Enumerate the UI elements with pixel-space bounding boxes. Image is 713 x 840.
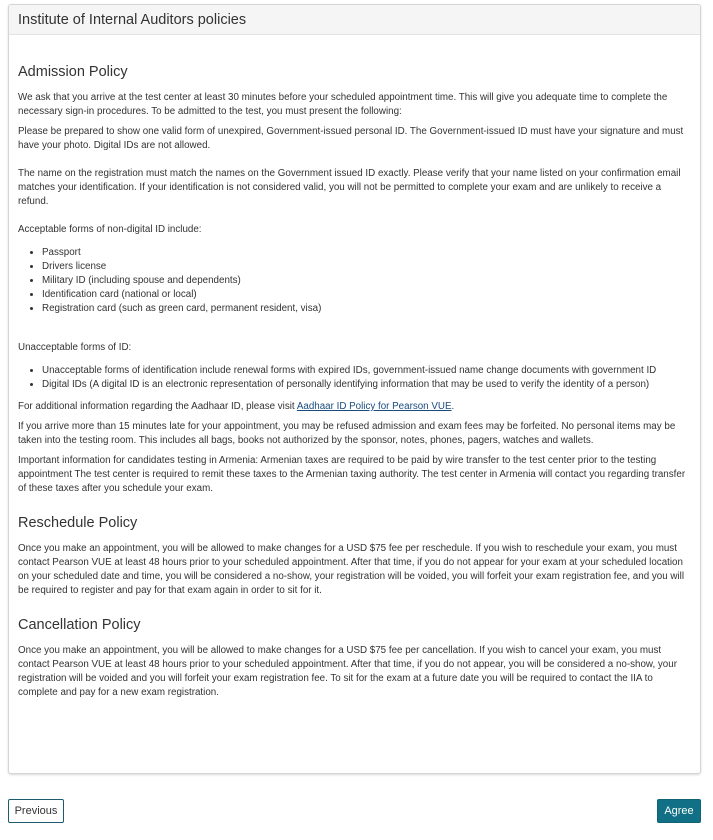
reschedule-text: Once you make an appointment, you will be allowed to make changes for a USD $75 fee per reschedule. If you wish to reschedule your exam, you must contact Pearson VUE at least 48 hours prior to your scheduled appointment. After that time, if you do not appear for your exam at your scheduled location on your scheduled date and time, you will be considered a no-show, your registration will be voided, you will forfeit your exam registration fee, and you will be required to register and pay for that exam again in order to sit for it. <box>18 543 684 596</box>
cancellation-text: Once you make an appointment, you will be allowed to make changes for a USD $75 fee per cancellation. If you wish to cancel your exam, you must contact Pearson VUE at least 48 hours prior to your scheduled appointment. After that time, if you do not appear, you will be considered a no-show, your registration will be voided and you will forfeit your exam registration fee. To sit for the exam at a future date you will be required to contact the IIA to complete and pay for a new exam registration. <box>18 645 677 698</box>
aadhaar-paragraph <box>18 400 691 414</box>
unacceptable-label: Unacceptable forms of ID: <box>18 342 132 353</box>
policies-panel <box>8 4 701 774</box>
admission-heading: Admission Policy <box>18 64 128 80</box>
cancellation-heading: Cancellation Policy <box>18 617 141 633</box>
reschedule-heading: Reschedule Policy <box>18 515 138 531</box>
unacceptable-list <box>18 364 691 392</box>
agree-button[interactable]: Agree <box>657 799 701 823</box>
aadhaar-text: For additional information regarding the Aadhaar ID, please visit <box>18 401 297 412</box>
armenia-text: Important information for candidates testing in Armenia: Armenian taxes are required to be paid by wire transfer to the test center prior to the testing appointment The test center is required to remit these taxes to the Armenian taxing authority. The test center in Armenia will contact you regarding transfer of these taxes after you schedule your exam. <box>18 455 686 494</box>
id-requirement: Please be prepared to show one valid form of unexpired, Government-issued personal ID. The Government-issued ID must have your signature and must have your photo. Digital IDs are not allowed. <box>18 126 684 151</box>
panel-title: Institute of Internal Auditors policies <box>9 5 700 35</box>
list-item: • Registration card (such as green card, permanent resident, visa) <box>42 302 691 316</box>
late-arrival-text: If you arrive more than 15 minutes late for your appointment, you may be refused admission and exam fees may be forfeited. No personal items may be taken into the testing room. This includes all bags, books not authorized by the sponsor, notes, phones, pagers, watches and wallets. <box>18 421 676 446</box>
list-item: • Identification card (national or local) <box>42 288 691 302</box>
acceptable-label: Acceptable forms of non-digital ID include: <box>18 224 202 235</box>
list-item: • Digital IDs (A digital ID is an electronic representation of personally identifying information that may be used to verify the identity of a person) <box>42 378 691 392</box>
aadhaar-policy-link[interactable]: Aadhaar ID Policy for Pearson VUE <box>296 401 452 412</box>
list-item: • Drivers license <box>42 260 691 274</box>
name-match: The name on the registration must match the names on the Government issued ID exactly. Please verify that your name listed on your confirmation email matches your identification. If your identification is not considered valid, you will not be permitted to complete your exam and are unlikely to receive a refund. <box>18 168 681 207</box>
list-item: • Unacceptable forms of identification include renewal forms with expired IDs, government-issued name change documents with government ID <box>42 364 691 378</box>
acceptable-list <box>18 246 691 316</box>
admission-intro: We ask that you arrive at the test center at least 30 minutes before your scheduled appointment time. This will give you adequate time to complete the necessary sign-in procedures. To be admitted to the test, you must present the following: <box>18 92 668 117</box>
previous-button[interactable]: Previous <box>8 799 64 823</box>
list-item: • Passport <box>42 246 691 260</box>
panel-body <box>9 63 700 700</box>
aadhaar-end: . <box>451 401 455 412</box>
list-item: • Military ID (including spouse and dependents) <box>42 274 691 288</box>
